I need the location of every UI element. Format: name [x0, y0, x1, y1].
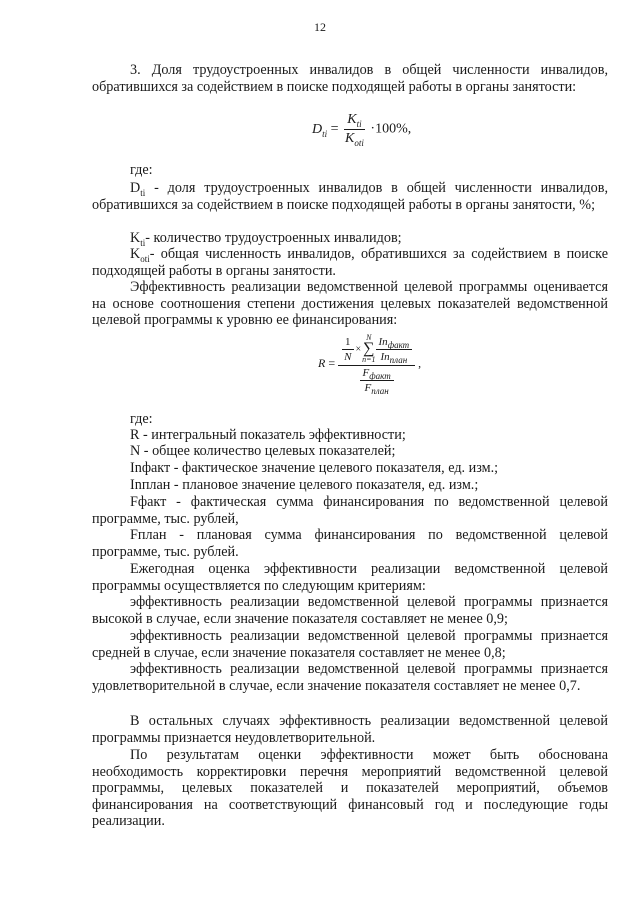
definition-infakt: Inфакт - фактическое значение целевого показателя, ед. изм.;	[130, 460, 499, 476]
formula-lhs: $D_{ti}$	[312, 121, 328, 139]
where-label-2: где:	[130, 411, 153, 427]
formula-r	[318, 333, 422, 397]
definition-kti: $K_{ti}-$ количество трудоустроенных инвалидов;	[130, 230, 402, 248]
paragraph-indicator-3: 3. Доля трудоустроенных инвалидов в общей численности инвалидов, обратившихся за содействием в поиске подходящей работы в органы занятости:	[92, 62, 608, 95]
paragraph-efficiency: Эффективность реализации ведомственной целевой программы оценивается на основе соотношения степени достижения целевых показателей ведомственной целевой программы к уровню ее финансирования:	[92, 279, 608, 328]
definition-inplan: Inплан - плановое значение целевого показателя, ед. изм.;	[130, 477, 479, 493]
definition-ffakt: Fфакт - фактическая сумма финансирования по ведомственной целевой программе, тыс. рублей,	[92, 494, 608, 527]
definition-n: N - общее количество целевых показателей;	[130, 443, 396, 459]
formula-fraction: $\frac{K_{ti}}{K_{oti}}$	[345, 112, 364, 148]
criterion-satisfactory: эффективность реализации ведомственной целевой программы признается удовлетворительной в случае, если значение показателя составляет не менее 0,7.	[92, 661, 608, 694]
formula-eq: =	[330, 121, 339, 137]
formula-tail: ·100%,	[370, 121, 412, 137]
criterion-medium: эффективность реализации ведомственной целевой программы признается средней в случае, если значение показателя составляет не менее 0,8;	[92, 628, 608, 661]
formula-r-tail: ,	[418, 355, 422, 370]
formula-dti	[312, 112, 411, 147]
definition-dti: $D_{ti}$ - доля трудоустроенных инвалидов в общей численности инвалидов, обратившихся за содействием в поиске подходящей работы в органы занятости, %;	[92, 180, 608, 213]
page-number: 12	[314, 20, 326, 34]
formula-r-eq: =	[328, 355, 336, 370]
definition-fplan: Fплан - плановая сумма финансирования по ведомственной целевой программе, тыс. рублей.	[92, 527, 608, 560]
formula-r-fraction: $\frac{1}{N}$ × N ∑ n=1 $\frac{In_{факт}}{In_{план}}$ $\frac{F_{факт}}{F_{план}}$	[338, 334, 415, 394]
paragraph-results: По результатам оценки эффективности может быть обоснована необходимость корректировки перечня мероприятий ведомственной целевой программы, целевых показателей и показателей мероприятий, объемов финансирования на соответствующий финансовый год и последующие годы реализации.	[92, 747, 608, 829]
definition-r: R - интегральный показатель эффективности;	[130, 427, 406, 443]
formula-r-lhs: R	[318, 355, 326, 370]
paragraph-annual-assessment: Ежегодная оценка эффективности реализации ведомственной целевой программы осуществляется по следующим критериям:	[92, 561, 608, 594]
definition-koti: $K_{oti}-$ общая численность инвалидов, обратившихся за содействием в поиске подходящей работы в органы занятости.	[92, 246, 608, 279]
paragraph-other-cases: В остальных случаях эффективность реализации ведомственной целевой программы признается неудовлетворительной.	[92, 713, 608, 746]
criterion-high: эффективность реализации ведомственной целевой программы признается высокой в случае, если значение показателя составляет не менее 0,9;	[92, 594, 608, 627]
where-label-1: где:	[130, 162, 153, 178]
